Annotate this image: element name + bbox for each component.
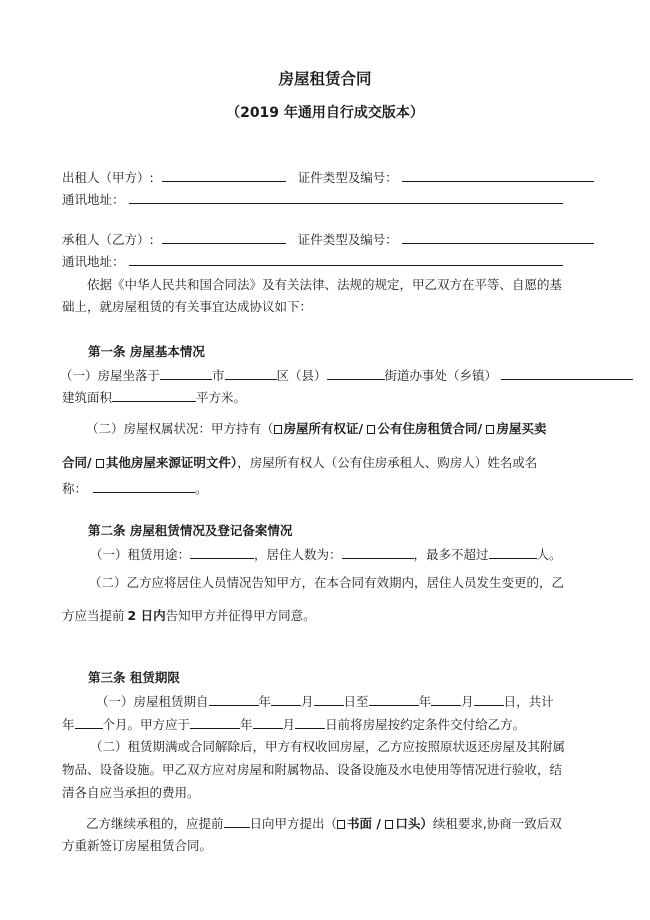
total-months-blank[interactable] [75,715,103,729]
max-residents-label: ，最多不超过 [413,547,489,562]
article-2-notice-line1: （二）乙方应将居住人员情况告知甲方，在本合同有效期内，居住人员发生变更的，乙 [89,575,565,590]
article-3-term-line1 [96,692,650,711]
option-oral: 口头） [395,816,433,831]
persons-unit: 人。 [536,547,562,562]
article-3-renewal-line1 [86,814,650,833]
year-label: 年 [62,717,75,732]
area-unit: 平方米。 [196,390,247,405]
lessee-row [62,230,650,249]
preamble-line-1: 依据《中华人民共和国合同法》及有关法律、法规的规定，甲乙双方在平等、自愿的基 [87,277,563,292]
checkbox-icon[interactable] [337,820,345,829]
article-2-usage [90,545,650,564]
doc-title: 房屋租赁合同 [278,70,372,88]
area-blank[interactable] [112,388,196,402]
article-3-expiry-line2: 物品、设备设施。甲乙双方应对房屋和附属物品、设备设施及水电使用等情况进行验收，结 [62,762,563,777]
article-3-expiry-line1: （二）租赁期满或合同解除后，甲方有权收回房屋，乙方应按照原状返还房屋及其附属 [90,739,566,754]
ownership-label: （二）房屋权属状况：甲方持有（ [86,421,274,436]
handover-text: 日前将房屋按约定条件交付给乙方。 [325,717,526,732]
area-label: 建筑面积 [62,390,113,405]
street-office-label: 街道办事处（乡镇） [384,368,498,383]
article-3-expiry-line3: 清各自应当承担的费用。 [62,785,200,800]
owner-name-label: ，房屋所有权人（公有住房承租人、购房人）姓名或名 [237,455,538,470]
day-to-label: 日至 [343,694,369,709]
handover-year-blank[interactable] [190,715,240,729]
start-month-blank[interactable] [271,692,301,706]
checkbox-icon[interactable] [385,820,393,829]
lessor-row [62,168,650,187]
notice-text-end: 告知甲方并征得甲方同意。 [165,608,316,623]
renewal-label: 乙方继续承租的，应提前 [86,816,224,831]
article-3-renewal-line2: 方重新签订房屋租赁合同。 [62,838,213,853]
city-label: 市 [212,368,225,383]
notice-days: 2 日内 [127,608,166,623]
lessee-id-blank[interactable] [402,230,594,244]
notice-text: 方应当提前 [62,608,125,623]
doc-subtitle: （2019 年通用自行成交版本） [226,105,424,121]
renewal-days-blank[interactable] [224,814,250,828]
article-3-term-line2 [62,715,650,734]
lessee-name-blank[interactable] [162,230,286,244]
end-year-blank[interactable] [369,692,419,706]
renewal-text: 日向甲方提出（ [249,816,338,831]
checkbox-icon[interactable] [367,425,375,434]
period: 。 [195,481,208,496]
lessor-address-label: 通讯地址： [62,192,125,207]
lessor-name-blank[interactable] [162,168,286,182]
term-label: （一）房屋租赁期自 [96,694,209,709]
preamble-line-2: 础上，就房屋租赁的有关事宜达成协议如下： [62,299,313,314]
article-1-ownership-line3 [62,479,650,498]
street-office-blank[interactable] [327,366,385,380]
start-year-blank[interactable] [209,692,259,706]
checkbox-icon[interactable] [96,459,104,468]
lessee-address-blank[interactable] [129,252,563,266]
year-label: 年 [240,717,253,732]
township-blank[interactable] [501,366,633,380]
lessee-id-label: 证件类型及编号： [297,232,398,247]
checkbox-icon[interactable] [274,425,282,434]
residents-blank[interactable] [342,545,414,559]
month-label: 月 [282,717,296,732]
checkbox-icon[interactable] [486,425,494,434]
year-label: 年 [258,694,272,709]
lessee-address-row [62,252,650,271]
month-label: 月 [301,694,314,709]
district-blank[interactable] [225,366,277,380]
article-1-area [62,388,650,407]
district-label: 区（县） [276,368,327,383]
total-label: 日，共计 [503,694,554,709]
location-label: （一）房屋坐落于 [60,368,161,383]
city-blank[interactable] [160,366,212,380]
end-day-blank[interactable] [474,692,504,706]
year-label: 年 [418,694,432,709]
article-1-location [60,366,650,385]
article-2-notice-line2 [62,607,650,625]
renewal-text-end: 续租要求,协商一致后双 [432,816,562,831]
usage-label: （一）租赁用途： [90,547,191,562]
handover-day-blank[interactable] [295,715,325,729]
article-2-heading: 第二条 房屋租赁情况及登记备案情况 [88,523,293,538]
owner-name-blank[interactable] [93,479,195,493]
option-sale-contract: 房屋买卖 [496,421,547,436]
article-1-ownership-line1 [86,420,650,438]
article-1-heading: 第一条 房屋基本情况 [88,344,205,359]
lessor-address-blank[interactable] [129,190,563,204]
usage-blank[interactable] [190,545,254,559]
option-written: 书面 / [347,816,386,831]
handover-month-blank[interactable] [253,715,283,729]
option-sale-contract-cont: 合同/ [62,455,96,470]
article-1-ownership-line2 [62,454,650,472]
lessor-id-blank[interactable] [402,168,594,182]
end-month-blank[interactable] [431,692,461,706]
option-public-housing-lease: 公有住房租赁合同/ [377,421,487,436]
lessee-label: 承租人（乙方）: [62,232,154,247]
lessor-id-label: 证件类型及编号： [297,170,398,185]
month-label: 月 [461,694,474,709]
lessor-address-row [62,190,650,209]
lessor-label: 出租人（甲方）: [62,170,154,185]
option-other-proof: 其他房屋来源证明文件） [105,455,238,470]
residents-label: ，居住人数为： [254,547,342,562]
max-residents-blank[interactable] [489,545,537,559]
lessee-address-label: 通讯地址： [62,254,125,269]
article-3-heading: 第三条 租赁期限 [88,670,180,685]
owner-title-label: 称： [62,481,88,496]
option-property-certificate: 房屋所有权证/ [283,421,368,436]
start-day-blank[interactable] [314,692,344,706]
handover-label: 个月。甲方应于 [102,717,191,732]
